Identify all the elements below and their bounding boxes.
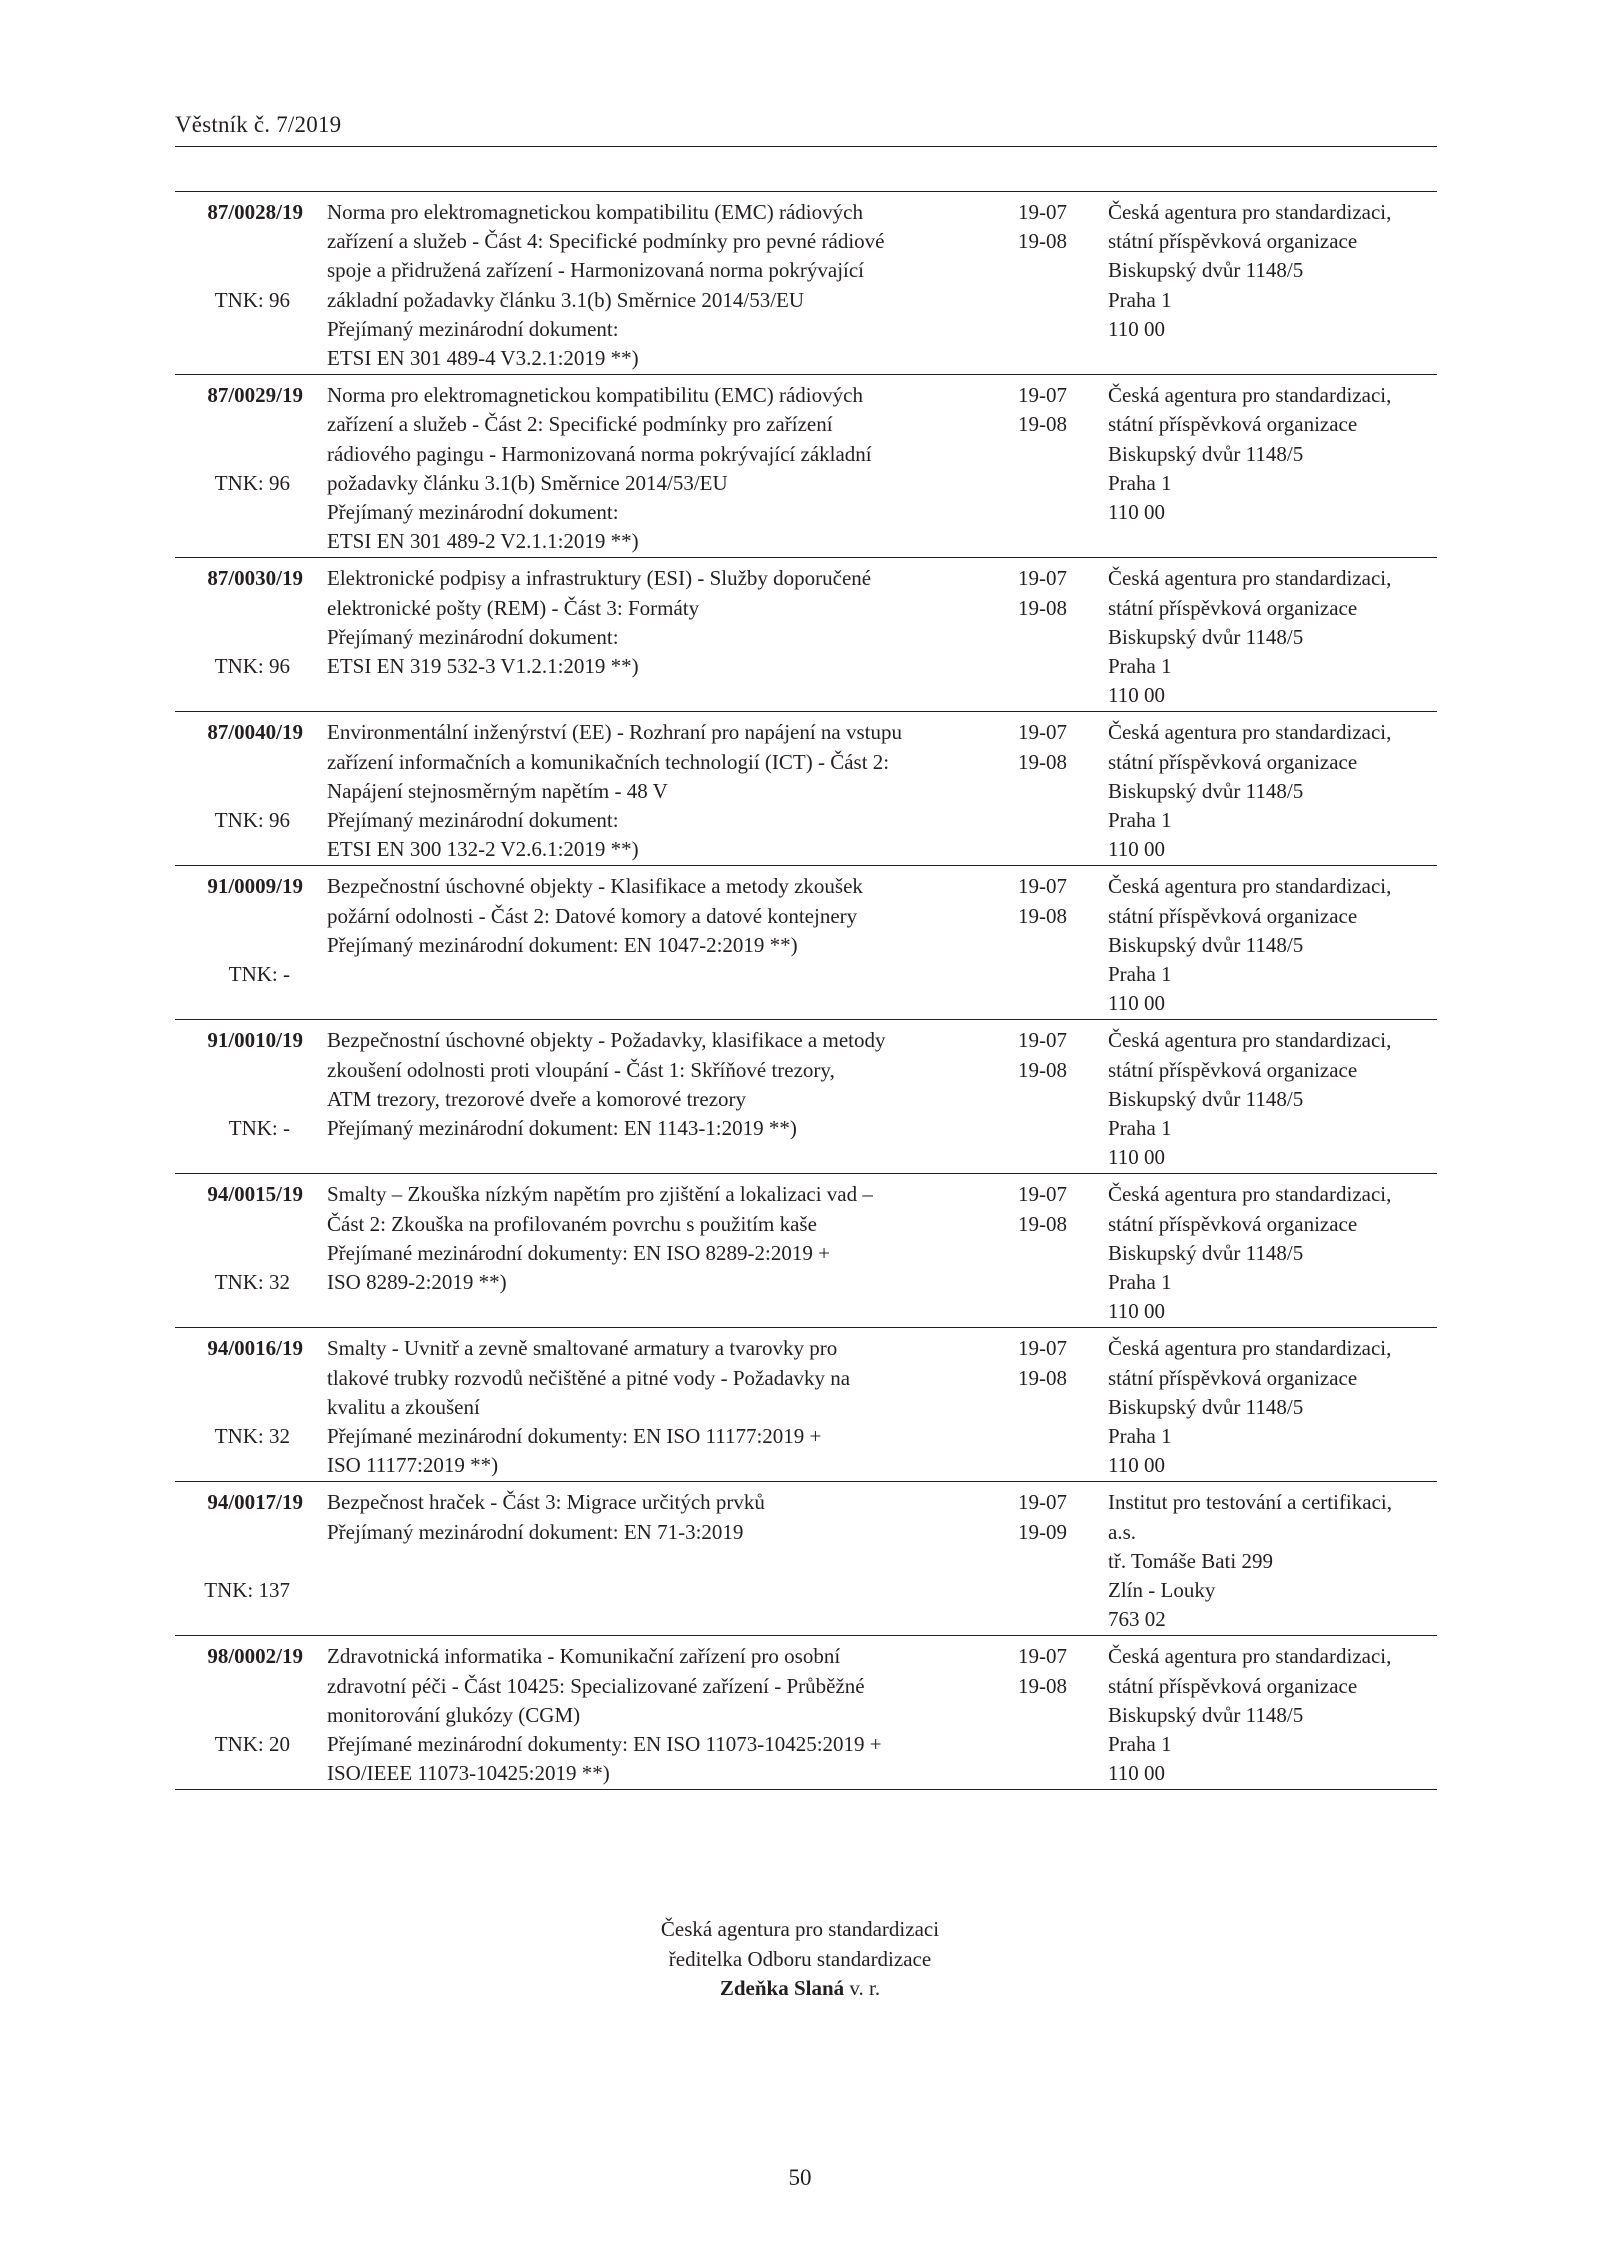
dates-line: 19-08 [1018, 229, 1067, 254]
organization [1108, 872, 1391, 1018]
organization-line: 110 00 [1108, 1761, 1165, 1786]
standard-title-line: ISO/IEEE 11073-10425:2019 **) [327, 1761, 610, 1786]
tnk-label: TNK: 96 [214, 287, 290, 312]
organization-line: Biskupský dvůr 1148/5 [1108, 258, 1304, 283]
table-row [175, 374, 1437, 557]
standard-number: 87/0029/19 [207, 383, 303, 408]
standard-title-line: Bezpečnostní úschovné objekty - Požadavky, klasifikace a metody [327, 1028, 886, 1053]
organization-line: 110 00 [1108, 991, 1165, 1016]
organization-line: státní příspěvková organizace [1108, 229, 1358, 254]
organization-line: Praha 1 [1108, 287, 1172, 312]
organization-line: Praha 1 [1108, 653, 1172, 678]
standard-title-line: monitorování glukózy (CGM) [327, 1702, 581, 1727]
table-row [175, 557, 1437, 711]
standard-number: 91/0009/19 [207, 874, 303, 899]
dates [1018, 1334, 1067, 1392]
standard-number: 91/0010/19 [207, 1028, 303, 1053]
organization-line: Česká agentura pro standardizaci, [1108, 566, 1392, 591]
tnk-label: TNK: 32 [214, 1269, 290, 1294]
standard-title-line: Bezpečnost hraček - Část 3: Migrace určitých prvků [327, 1490, 765, 1515]
header-divider [175, 146, 1437, 147]
table-row [175, 1481, 1437, 1635]
standard-title-line: kvalitu a zkoušení [327, 1394, 480, 1419]
signature-name: Zdeňka Slaná [719, 1976, 845, 2000]
organization-line: státní příspěvková organizace [1108, 1673, 1358, 1698]
standard-title-line: ETSI EN 319 532-3 V1.2.1:2019 **) [327, 653, 639, 678]
organization-line: Praha 1 [1108, 1269, 1172, 1294]
table-row [175, 1019, 1437, 1173]
standard-title-line: zařízení a služeb - Část 4: Specifické podmínky pro pevné rádiové [327, 229, 885, 254]
standard-title-line: ETSI EN 300 132-2 V2.6.1:2019 **) [327, 837, 639, 862]
organization-line: státní příspěvková organizace [1108, 1211, 1358, 1236]
standard-title-line: Bezpečnostní úschovné objekty - Klasifikace a metody zkoušek [327, 874, 863, 899]
dates [1018, 718, 1067, 776]
signature-suffix: v. r. [849, 1976, 881, 2000]
standard-title-line: Norma pro elektromagnetickou kompatibilitu (EMC) rádiových [327, 200, 863, 224]
standard-title [327, 198, 884, 373]
tnk-label: TNK: 137 [204, 1577, 290, 1602]
organization-line: Praha 1 [1108, 1731, 1172, 1756]
standard-title-line: základní požadavky článku 3.1(b) Směrnice 2014/53/EU [327, 287, 805, 312]
standard-title-line: Environmentální inženýrství (EE) - Rozhraní pro napájení na vstupu [327, 720, 903, 745]
organization-line: Česká agentura pro standardizaci, [1108, 1028, 1392, 1053]
dates [1018, 1026, 1067, 1084]
standard-title-line: spoje a přidružená zařízení - Harmonizovaná norma pokrývající [327, 258, 865, 283]
dates-line: 19-07 [1018, 1336, 1067, 1361]
organization-line: státní příspěvková organizace [1108, 903, 1358, 928]
organization-line: 763 02 [1108, 1607, 1166, 1632]
organization-line: Česká agentura pro standardizaci, [1108, 200, 1392, 224]
standard-title-line: zařízení informačních a komunikačních technologií (ICT) - Část 2: [327, 749, 890, 774]
organization-line: Biskupský dvůr 1148/5 [1108, 1240, 1304, 1265]
standard-title-line: Přejímaný mezinárodní dokument: EN 1143-1:2019 **) [327, 1115, 797, 1140]
standard-title [327, 1180, 873, 1297]
organization-line: 110 00 [1108, 1145, 1165, 1170]
dates [1018, 198, 1067, 256]
standard-number: 87/0040/19 [207, 720, 303, 745]
dates [1018, 564, 1067, 622]
organization [1108, 381, 1391, 527]
standard-title [327, 1642, 882, 1788]
dates [1018, 1488, 1067, 1546]
standard-title-line: ISO 11177:2019 **) [327, 1453, 499, 1478]
dates-line: 19-08 [1018, 1673, 1067, 1698]
standard-title-line: Přejímaný mezinárodní dokument: [327, 500, 619, 524]
organization-line: 110 00 [1108, 837, 1165, 862]
standard-title-line: Přejímaný mezinárodní dokument: EN 71-3:2019 [327, 1519, 744, 1544]
standard-title-line: tlakové trubky rozvodů nečištěné a pitné vody - Požadavky na [327, 1365, 851, 1390]
tnk-label: TNK: 96 [214, 807, 290, 832]
organization-line: Česká agentura pro standardizaci, [1108, 383, 1392, 408]
organization-line: 110 00 [1108, 683, 1165, 708]
standard-title-line: Smalty – Zkouška nízkým napětím pro zjištění a lokalizaci vad – [327, 1182, 873, 1207]
tnk-label: TNK: 20 [214, 1731, 290, 1756]
standard-number: 94/0017/19 [207, 1490, 303, 1515]
standard-title-line: zkoušení odolnosti proti vloupání - Část 1: Skříňové trezory, [327, 1057, 835, 1082]
standard-title-line: požadavky článku 3.1(b) Směrnice 2014/53/EU [327, 470, 728, 495]
organization-line: státní příspěvková organizace [1108, 412, 1358, 437]
dates-line: 19-08 [1018, 595, 1067, 620]
tnk-label: TNK: - [228, 961, 290, 986]
organization-line: Česká agentura pro standardizaci, [1108, 1644, 1392, 1669]
organization-line: 110 00 [1108, 1299, 1165, 1324]
organization [1108, 1334, 1391, 1480]
organization-line: Biskupský dvůr 1148/5 [1108, 1702, 1304, 1727]
table-row [175, 711, 1437, 865]
standard-title [327, 1026, 885, 1143]
organization-line: 110 00 [1108, 316, 1165, 341]
standard-title-line: Přejímaný mezinárodní dokument: [327, 624, 619, 649]
signature-block [0, 1915, 1600, 2004]
standard-number: 94/0015/19 [207, 1182, 303, 1207]
organization-line: Praha 1 [1108, 1115, 1172, 1140]
organization-line: státní příspěvková organizace [1108, 1365, 1358, 1390]
dates-line: 19-07 [1018, 1182, 1067, 1207]
dates-line: 19-07 [1018, 720, 1067, 745]
organization-line: Česká agentura pro standardizaci, [1108, 1182, 1392, 1207]
dates-line: 19-08 [1018, 903, 1067, 928]
organization-line: 110 00 [1108, 1453, 1165, 1478]
table-row [175, 1635, 1437, 1790]
organization [1108, 564, 1391, 710]
dates-line: 19-08 [1018, 1365, 1067, 1390]
organization-line: tř. Tomáše Bati 299 [1108, 1548, 1273, 1573]
standard-title-line: Norma pro elektromagnetickou kompatibilitu (EMC) rádiových [327, 383, 863, 408]
standard-title-line: Přejímané mezinárodní dokumenty: EN ISO 11177:2019 + [327, 1423, 822, 1448]
organization-line: státní příspěvková organizace [1108, 749, 1358, 774]
dates-line: 19-07 [1018, 566, 1067, 591]
organization-line: Praha 1 [1108, 1423, 1172, 1448]
standard-title-line: zařízení a služeb - Část 2: Specifické podmínky pro zařízení [327, 412, 833, 437]
standard-title-line: Přejímaný mezinárodní dokument: [327, 316, 619, 341]
dates [1018, 872, 1067, 930]
organization-line: Institut pro testování a certifikaci, [1108, 1490, 1392, 1515]
signature-name-line [0, 1974, 1600, 2004]
standard-title-line: Napájení stejnosměrným napětím - 48 V [327, 778, 668, 803]
organization [1108, 198, 1391, 344]
table-row [175, 1327, 1437, 1481]
standard-title-line: zdravotní péči - Část 10425: Specializované zařízení - Průběžné [327, 1673, 865, 1698]
standard-title [327, 718, 902, 864]
organization-line: Biskupský dvůr 1148/5 [1108, 778, 1304, 803]
standard-title-line: Zdravotnická informatika - Komunikační zařízení pro osobní [327, 1644, 841, 1669]
dates-line: 19-08 [1018, 412, 1067, 437]
organization-line: 110 00 [1108, 500, 1165, 524]
organization-line: státní příspěvková organizace [1108, 1057, 1358, 1082]
tnk-label: TNK: 32 [214, 1423, 290, 1448]
dates-line: 19-07 [1018, 1490, 1067, 1515]
dates-line: 19-07 [1018, 383, 1067, 408]
organization [1108, 1180, 1391, 1326]
organization-line: Praha 1 [1108, 961, 1172, 986]
dates-line: 19-09 [1018, 1519, 1067, 1544]
dates [1018, 381, 1067, 439]
standard-title-line: Přejímané mezinárodní dokumenty: EN ISO 8289-2:2019 + [327, 1240, 830, 1265]
organization-line: Česká agentura pro standardizaci, [1108, 1336, 1392, 1361]
dates-line: 19-08 [1018, 1057, 1067, 1082]
standard-title-line: ATM trezory, trezorové dveře a komorové trezory [327, 1086, 747, 1111]
organization-line: Praha 1 [1108, 470, 1172, 495]
dates [1018, 1180, 1067, 1238]
dates-line: 19-07 [1018, 1028, 1067, 1053]
dates [1018, 1642, 1067, 1700]
tnk-label: TNK: 96 [214, 470, 290, 495]
table-row [175, 191, 1437, 374]
standard-title-line: Přejímané mezinárodní dokumenty: EN ISO 11073-10425:2019 + [327, 1731, 882, 1756]
dates-line: 19-07 [1018, 1644, 1067, 1669]
standard-title-line: Elektronické podpisy a infrastruktury (ESI) - Služby doporučené [327, 566, 872, 591]
dates-line: 19-07 [1018, 200, 1067, 224]
standard-title-line: ETSI EN 301 489-2 V2.1.1:2019 **) [327, 529, 639, 554]
dates-line: 19-08 [1018, 1211, 1067, 1236]
standard-title-line: požární odolnosti - Část 2: Datové komory a datové kontejnery [327, 903, 858, 928]
organization [1108, 1642, 1391, 1788]
tnk-label: TNK: - [228, 1115, 290, 1140]
standard-title [327, 381, 872, 556]
organization-line: Biskupský dvůr 1148/5 [1108, 1086, 1304, 1111]
standard-number: 94/0016/19 [207, 1336, 303, 1361]
standard-number: 87/0028/19 [207, 200, 303, 224]
standard-title [327, 872, 863, 960]
publication-title: Věstník č. 7/2019 [175, 112, 342, 137]
table-row [175, 1173, 1437, 1327]
organization-line: Česká agentura pro standardizaci, [1108, 874, 1392, 899]
organization-line: Biskupský dvůr 1148/5 [1108, 441, 1304, 466]
standard-title-line: ETSI EN 301 489-4 V3.2.1:2019 **) [327, 346, 639, 371]
organization-line: Biskupský dvůr 1148/5 [1108, 624, 1304, 649]
organization [1108, 1488, 1392, 1634]
standard-title [327, 1488, 765, 1546]
standard-title-line: elektronické pošty (REM) - Část 3: Formáty [327, 595, 700, 620]
dates-line: 19-08 [1018, 749, 1067, 774]
signature-organization: Česká agentura pro standardizaci [660, 1917, 940, 1941]
organization-line: Biskupský dvůr 1148/5 [1108, 1394, 1304, 1419]
table-row [175, 865, 1437, 1019]
standard-title-line: rádiového pagingu - Harmonizovaná norma pokrývající základní [327, 441, 872, 466]
organization-line: státní příspěvková organizace [1108, 595, 1358, 620]
standard-title-line: ISO 8289-2:2019 **) [327, 1269, 507, 1294]
standard-number: 98/0002/19 [207, 1644, 303, 1669]
tnk-label: TNK: 96 [214, 653, 290, 678]
page-number: 50 [788, 2165, 812, 2190]
standards-table [175, 191, 1437, 1790]
organization [1108, 1026, 1391, 1172]
standard-title-line: Smalty - Uvnitř a zevně smaltované armatury a tvarovky pro [327, 1336, 838, 1361]
signature-position: ředitelka Odboru standardizace [668, 1946, 932, 1971]
standard-title [327, 564, 871, 681]
organization-line: Zlín - Louky [1108, 1577, 1216, 1602]
organization-line: Biskupský dvůr 1148/5 [1108, 932, 1304, 957]
standard-number: 87/0030/19 [207, 566, 303, 591]
standard-title-line: Část 2: Zkouška na profilovaném povrchu s použitím kaše [327, 1211, 817, 1236]
organization-line: Praha 1 [1108, 807, 1172, 832]
organization-line: Česká agentura pro standardizaci, [1108, 720, 1392, 745]
organization [1108, 718, 1391, 864]
standard-title-line: Přejímaný mezinárodní dokument: [327, 807, 619, 832]
standard-title-line: Přejímaný mezinárodní dokument: EN 1047-2:2019 **) [327, 932, 798, 957]
organization-line: a.s. [1108, 1519, 1136, 1544]
dates-line: 19-07 [1018, 874, 1067, 899]
standard-title [327, 1334, 850, 1480]
